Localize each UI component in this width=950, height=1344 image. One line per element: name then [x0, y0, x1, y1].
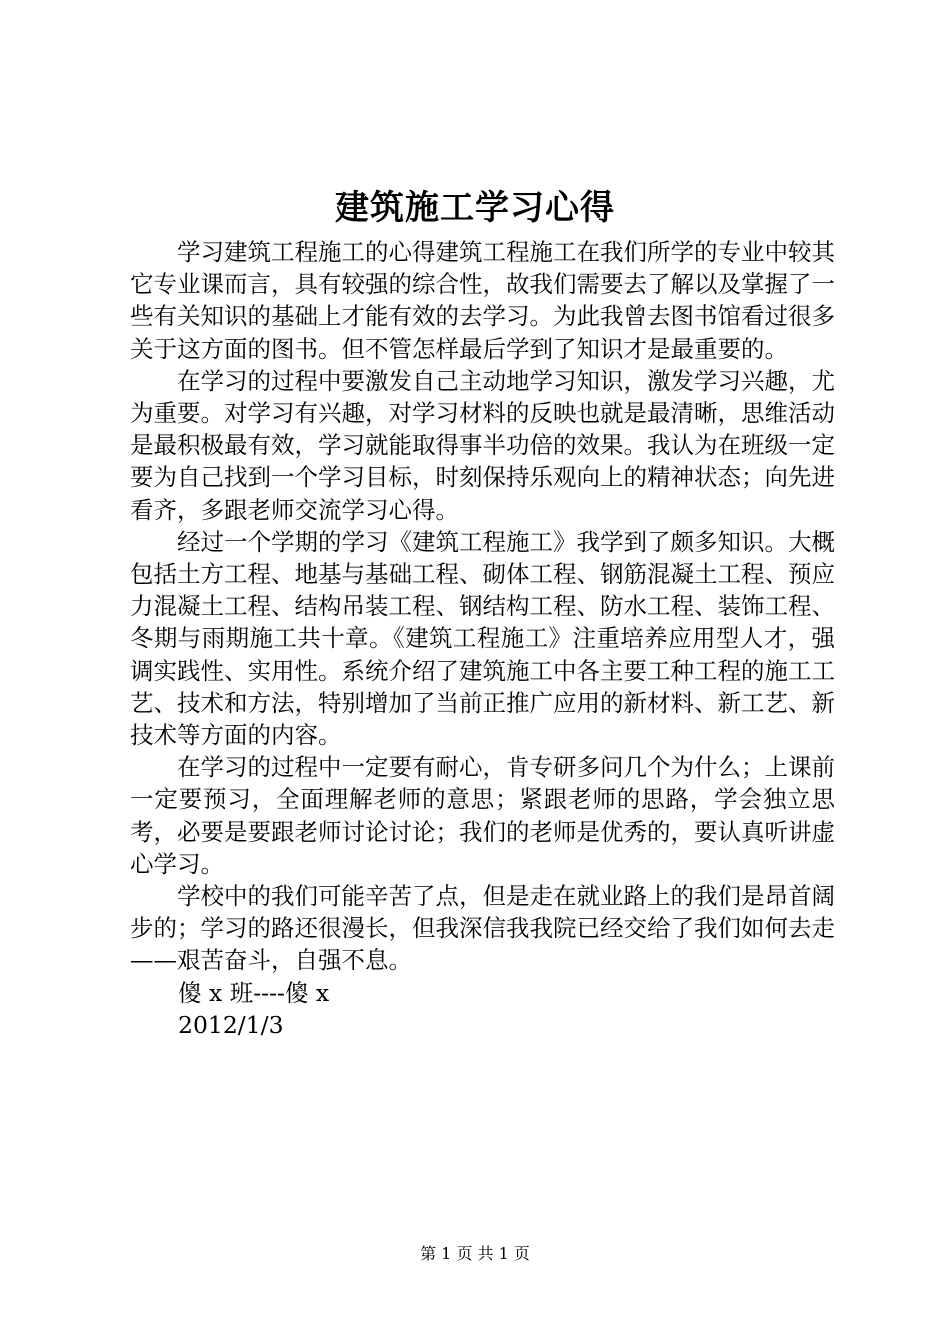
document-body — [130, 236, 835, 1041]
document-date: 2012/1/3 — [178, 1010, 284, 1039]
paragraph-2: 在学习的过程中要激发自己主动地学习知识，激发学习兴趣，尤为重要。对学习有兴趣，对学习材料的反映也就是最清晰，思维活动是最积极最有效，学习就能取得事半功倍的效果。我认为在班级一定要为自己找到一个学习目标，时刻保持乐观向上的精神状态；向先进看齐，多跟老师交流学习心得。 — [130, 366, 835, 524]
paragraph-1: 学习建筑工程施工的心得建筑工程施工在我们所学的专业中较其它专业课而言，具有较强的综合性，故我们需要去了解以及掌握了一些有关知识的基础上才能有效的去学习。为此我曾去图书馆看过很多关于这方面的图书。但不管怎样最后学到了知识才是最重要的。 — [130, 238, 835, 363]
paragraph-5: 学校中的我们可能辛苦了点，但是走在就业路上的我们是昂首阔步的；学习的路还很漫长，但我深信我我院已经交给了我们如何去走——艰苦奋斗，自强不息。 — [130, 882, 835, 975]
page-footer: 第 1 页 共 1 页 — [420, 1244, 530, 1263]
document-title: 建筑施工学习心得 — [335, 188, 615, 228]
signature: 傻 x 班----傻 x — [178, 978, 330, 1007]
paragraph-4: 在学习的过程中一定要有耐心，肯专研多问几个为什么；上课前一定要预习，全面理解老师的意思；紧跟老师的思路，学会独立思考，必要是要跟老师讨论讨论；我们的老师是优秀的，要认真听讲虚心学习。 — [130, 753, 835, 878]
paragraph-3: 经过一个学期的学习《建筑工程施工》我学到了颇多知识。大概包括土方工程、地基与基础工程、砌体工程、钢筋混凝土工程、预应力混凝土工程、结构吊装工程、钢结构工程、防水工程、装饰工程、冬期与雨期施工共十章。《建筑工程施工》注重培养应用型人才，强调实践性、实用性。系统介绍了建筑施工中各主要工种工程的施工工艺、技术和方法，特别增加了当前正推广应用的新材料、新工艺、新技术等方面的内容。 — [130, 527, 835, 750]
